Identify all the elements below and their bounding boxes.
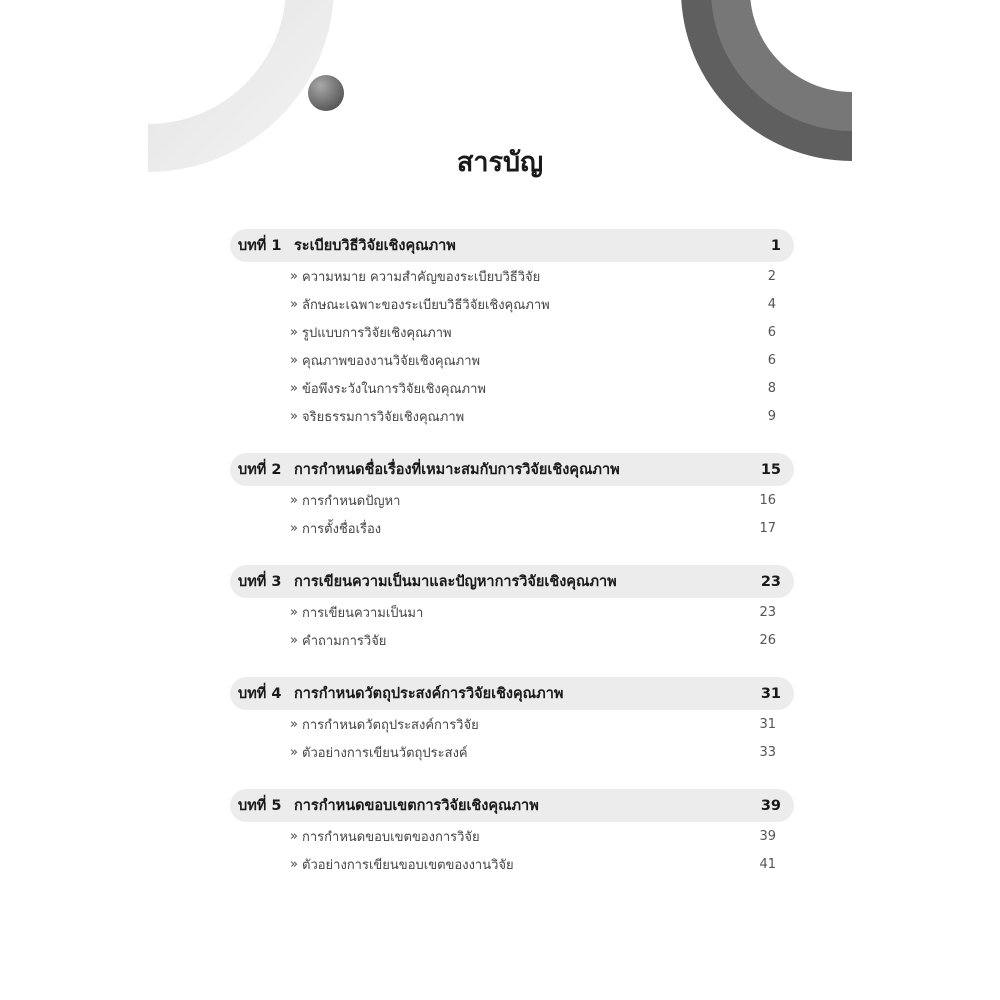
chapter-number: บทที่ 1 xyxy=(238,238,282,254)
section-page-number: 41 xyxy=(759,856,776,872)
chapter-page-number: 15 xyxy=(760,461,781,478)
section-page-number: 26 xyxy=(759,632,776,648)
section-page-number: 17 xyxy=(759,520,776,536)
bullet-marker: » xyxy=(290,324,298,340)
section-title: ตัวอย่างการเขียนวัตถุประสงค์ xyxy=(302,745,468,761)
bullet-marker: » xyxy=(290,296,298,312)
chapter-page-number: 1 xyxy=(770,237,781,254)
section-title: จริยธรรมการวิจัยเชิงคุณภาพ xyxy=(302,409,465,425)
chapter-group xyxy=(230,565,794,654)
chapter-title: ระเบียบวิธีวิจัยเชิงคุณภาพ xyxy=(294,238,456,254)
section-entry[interactable] xyxy=(230,374,794,402)
chapter-number: บทที่ 2 xyxy=(238,462,282,478)
section-entry[interactable] xyxy=(230,290,794,318)
page-title: สารบัญ xyxy=(456,147,544,178)
chapter-entry[interactable] xyxy=(230,565,794,598)
section-entry[interactable] xyxy=(230,486,794,514)
chapter-entry[interactable] xyxy=(230,677,794,710)
bullet-marker: » xyxy=(290,856,298,872)
chapter-entry[interactable] xyxy=(230,789,794,822)
section-entry[interactable] xyxy=(230,626,794,654)
section-title: การกำหนดปัญหา xyxy=(302,493,401,509)
bullet-marker: » xyxy=(290,520,298,536)
section-entry[interactable] xyxy=(230,822,794,850)
bullet-marker: » xyxy=(290,268,298,284)
chapter-page-number: 39 xyxy=(760,797,781,814)
section-page-number: 2 xyxy=(767,268,776,284)
bullet-marker: » xyxy=(290,828,298,844)
chapter-page-number: 31 xyxy=(760,685,781,702)
section-page-number: 33 xyxy=(759,744,776,760)
chapter-title: การกำหนดขอบเขตการวิจัยเชิงคุณภาพ xyxy=(294,798,539,814)
section-title: ตัวอย่างการเขียนขอบเขตของงานวิจัย xyxy=(302,857,514,873)
section-title: คุณภาพของงานวิจัยเชิงคุณภาพ xyxy=(302,353,481,369)
section-entry[interactable] xyxy=(230,262,794,290)
bullet-marker: » xyxy=(290,604,298,620)
section-page-number: 39 xyxy=(759,828,776,844)
sphere xyxy=(308,75,344,111)
bullet-marker: » xyxy=(290,492,298,508)
section-entry[interactable] xyxy=(230,850,794,878)
section-title: ลักษณะเฉพาะของระเบียบวิธีวิจัยเชิงคุณภาพ xyxy=(302,297,550,313)
section-page-number: 23 xyxy=(759,604,776,620)
chapter-group xyxy=(230,677,794,766)
chapter-entry[interactable] xyxy=(230,453,794,486)
section-title: การตั้งชื่อเรื่อง xyxy=(302,521,382,537)
book-page xyxy=(148,0,852,1000)
chapter-number: บทที่ 3 xyxy=(238,574,282,590)
section-page-number: 8 xyxy=(767,380,776,396)
chapter-title: การเขียนความเป็นมาและปัญหาการวิจัยเชิงคุณภาพ xyxy=(294,574,617,590)
bullet-marker: » xyxy=(290,744,298,760)
section-entry[interactable] xyxy=(230,598,794,626)
section-title: คำถามการวิจัย xyxy=(302,633,387,649)
section-page-number: 31 xyxy=(759,716,776,732)
section-entry[interactable] xyxy=(230,318,794,346)
section-page-number: 6 xyxy=(767,324,776,340)
section-entry[interactable] xyxy=(230,738,794,766)
section-entry[interactable] xyxy=(230,710,794,738)
section-title: รูปแบบการวิจัยเชิงคุณภาพ xyxy=(302,325,452,341)
chapter-number: บทที่ 4 xyxy=(238,686,282,702)
section-page-number: 9 xyxy=(767,408,776,424)
section-page-number: 4 xyxy=(767,296,776,312)
section-title: การเขียนความเป็นมา xyxy=(302,605,424,621)
chapter-title: การกำหนดชื่อเรื่องที่เหมาะสมกับการวิจัยเชิงคุณภาพ xyxy=(294,462,620,478)
section-title: ความหมาย ความสำคัญของระเบียบวิธีวิจัย xyxy=(302,269,541,285)
section-entry[interactable] xyxy=(230,514,794,542)
chapter-title: การกำหนดวัตถุประสงค์การวิจัยเชิงคุณภาพ xyxy=(294,686,564,702)
table-of-contents xyxy=(230,229,794,901)
section-title: ข้อพึงระวังในการวิจัยเชิงคุณภาพ xyxy=(302,381,486,397)
bullet-marker: » xyxy=(290,408,298,424)
bullet-marker: » xyxy=(290,716,298,732)
chapter-number: บทที่ 5 xyxy=(238,798,282,814)
section-title: การกำหนดขอบเขตของการวิจัย xyxy=(302,829,480,845)
bullet-marker: » xyxy=(290,632,298,648)
chapter-group xyxy=(230,453,794,542)
chapter-page-number: 23 xyxy=(760,573,781,590)
section-page-number: 16 xyxy=(759,492,776,508)
chapter-entry[interactable] xyxy=(230,229,794,262)
chapter-group xyxy=(230,229,794,430)
section-title: การกำหนดวัตถุประสงค์การวิจัย xyxy=(302,717,479,733)
bullet-marker: » xyxy=(290,380,298,396)
bullet-marker: » xyxy=(290,352,298,368)
section-page-number: 6 xyxy=(767,352,776,368)
chapter-group xyxy=(230,789,794,878)
section-entry[interactable] xyxy=(230,346,794,374)
section-entry[interactable] xyxy=(230,402,794,430)
